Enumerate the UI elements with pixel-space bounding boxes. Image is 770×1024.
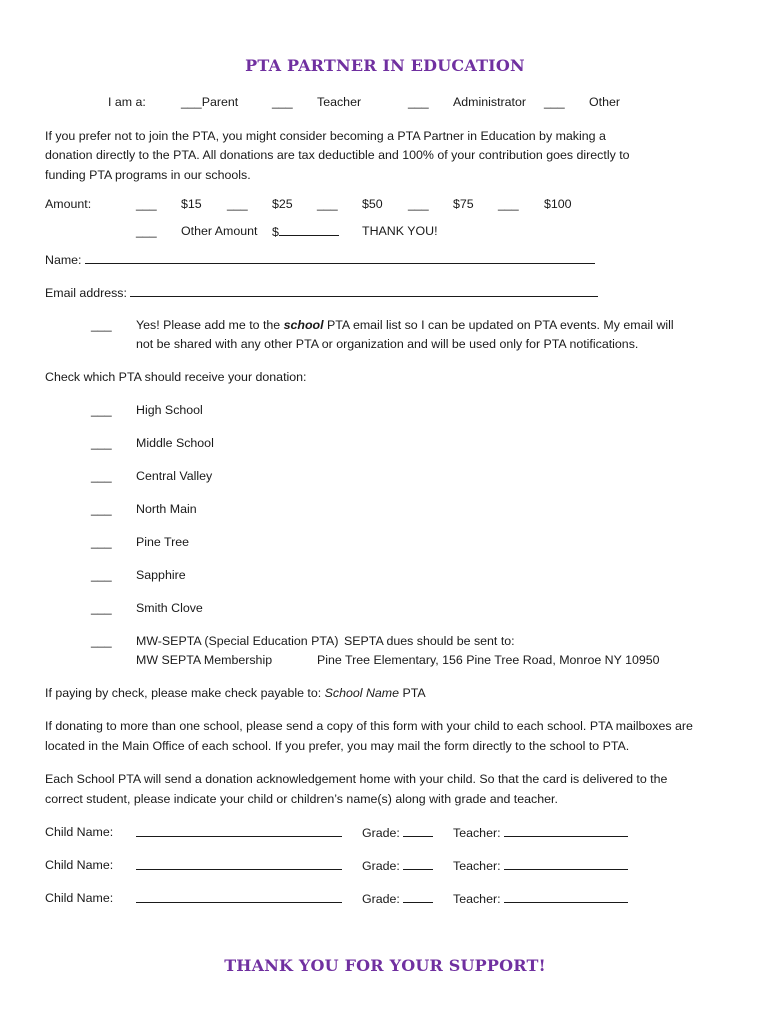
acknowledgement-line: Each School PTA will send a donation acknowledgement home with your child. So that the card is delivered to the [45, 772, 668, 786]
email-field[interactable] [45, 285, 598, 300]
school-blank[interactable]: ___ [91, 535, 112, 549]
septa-membership: MW SEPTA Membership [136, 653, 273, 667]
multi-school-line: If donating to more than one school, please send a copy of this form with your child to each school. PTA mailboxes are [45, 719, 693, 733]
amount-label: Amount: [45, 197, 92, 211]
opt-in-line: not be shared with any other PTA or organization and will be used only for PTA notifications. [136, 337, 639, 351]
opt-in-line [136, 318, 674, 332]
role-option-parent[interactable] [181, 95, 238, 109]
school-option-north-main: North Main [136, 502, 197, 516]
grade-blank[interactable] [403, 858, 433, 870]
amount-blank[interactable]: ___ [317, 197, 338, 211]
grade-field[interactable] [362, 825, 433, 840]
grade-field[interactable] [362, 858, 433, 873]
acknowledgement-line: correct student, please indicate your child or children’s name(s) along with grade and teacher. [45, 792, 558, 806]
intro-line: If you prefer not to join the PTA, you might consider becoming a PTA Partner in Education by making a [45, 129, 606, 143]
check-note-text: PTA [399, 686, 426, 700]
child-name-blank[interactable] [136, 891, 342, 903]
septa-dues-note: SEPTA dues should be sent to: [344, 634, 515, 648]
school-blank[interactable]: ___ [91, 436, 112, 450]
teacher-label: Teacher: [453, 892, 501, 906]
child-name-label: Child Name: [45, 891, 114, 905]
school-blank[interactable]: ___ [91, 601, 112, 615]
school-blank[interactable]: ___ [91, 568, 112, 582]
teacher-blank[interactable] [504, 858, 628, 870]
check-payable-note [45, 686, 426, 700]
school-blank[interactable]: ___ [91, 469, 112, 483]
school-option-sapphire: Sapphire [136, 568, 186, 582]
teacher-field[interactable] [453, 858, 628, 873]
intro-line: donation directly to the PTA. All donations are tax deductible and 100% of your contribution goes directly to [45, 148, 630, 162]
amount-option-15: $15 [181, 197, 202, 211]
school-prompt: Check which PTA should receive your donation: [45, 370, 307, 384]
child-name-label: Child Name: [45, 825, 114, 839]
email-label: Email address: [45, 286, 127, 300]
school-option-high-school: High School [136, 403, 203, 417]
role-blank[interactable]: ___ [408, 95, 429, 109]
check-note-text: If paying by check, please make check payable to: [45, 686, 325, 700]
teacher-field[interactable] [453, 825, 628, 840]
other-amount-blank[interactable] [279, 224, 339, 236]
school-option-smith-clove: Smith Clove [136, 601, 203, 615]
amount-option-50: $50 [362, 197, 383, 211]
role-option-other: Other [589, 95, 620, 109]
child-name-blank[interactable] [136, 825, 342, 837]
amount-blank[interactable]: ___ [498, 197, 519, 211]
teacher-blank[interactable] [504, 825, 628, 837]
grade-label: Grade: [362, 826, 400, 840]
multi-school-line: located in the Main Office of each school. If you prefer, you may mail the form directly to the school to PTA. [45, 739, 630, 753]
role-option-administrator: Administrator [453, 95, 526, 109]
amount-blank[interactable]: ___ [136, 197, 157, 211]
child-name-blank[interactable] [136, 858, 342, 870]
school-option-middle-school: Middle School [136, 436, 214, 450]
name-field[interactable] [45, 252, 595, 267]
child-name-field[interactable] [136, 858, 342, 873]
school-blank[interactable]: ___ [91, 403, 112, 417]
grade-label: Grade: [362, 892, 400, 906]
child-name-field[interactable] [136, 891, 342, 906]
amount-option-75: $75 [453, 197, 474, 211]
other-amount-label: Other Amount [181, 224, 258, 238]
currency-prefix: $ [272, 225, 279, 239]
opt-in-blank[interactable]: ___ [91, 318, 112, 332]
role-label: I am a: [108, 95, 146, 109]
grade-blank[interactable] [403, 825, 433, 837]
child-name-field[interactable] [136, 825, 342, 840]
role-blank[interactable]: ___ [272, 95, 293, 109]
teacher-label: Teacher: [453, 859, 501, 873]
email-blank[interactable] [130, 285, 598, 297]
role-blank[interactable]: ___ [544, 95, 565, 109]
teacher-field[interactable] [453, 891, 628, 906]
teacher-label: Teacher: [453, 826, 501, 840]
role-blank[interactable]: ___ [181, 95, 202, 109]
thank-you-text: THANK YOU! [362, 224, 438, 238]
grade-field[interactable] [362, 891, 433, 906]
child-name-label: Child Name: [45, 858, 114, 872]
amount-blank[interactable]: ___ [227, 197, 248, 211]
school-option-mw-septa: MW-SEPTA (Special Education PTA) [136, 634, 339, 648]
intro-line: funding PTA programs in our schools. [45, 168, 251, 182]
septa-address: Pine Tree Elementary, 156 Pine Tree Road, Monroe NY 10950 [317, 653, 660, 667]
role-option-label: Parent [201, 95, 239, 109]
other-amount-field[interactable] [272, 224, 339, 239]
grade-label: Grade: [362, 859, 400, 873]
name-label: Name: [45, 253, 82, 267]
amount-blank[interactable]: ___ [136, 224, 157, 238]
opt-in-text: PTA email list so I can be updated on PTA events. My email will [323, 318, 674, 332]
opt-in-text: Yes! Please add me to the [136, 318, 284, 332]
grade-blank[interactable] [403, 891, 433, 903]
school-option-central-valley: Central Valley [136, 469, 213, 483]
footer-thanks: THANK YOU FOR YOUR SUPPORT! [224, 956, 546, 975]
page-title: PTA PARTNER IN EDUCATION [245, 56, 525, 75]
name-blank[interactable] [85, 252, 595, 264]
amount-option-25: $25 [272, 197, 293, 211]
opt-in-emphasis: school [283, 318, 324, 332]
check-note-emphasis: School Name [324, 686, 400, 700]
amount-blank[interactable]: ___ [408, 197, 429, 211]
amount-option-100: $100 [544, 197, 572, 211]
role-option-teacher: Teacher [317, 95, 362, 109]
school-option-pine-tree: Pine Tree [136, 535, 190, 549]
teacher-blank[interactable] [504, 891, 628, 903]
school-blank[interactable]: ___ [91, 634, 112, 648]
school-blank[interactable]: ___ [91, 502, 112, 516]
